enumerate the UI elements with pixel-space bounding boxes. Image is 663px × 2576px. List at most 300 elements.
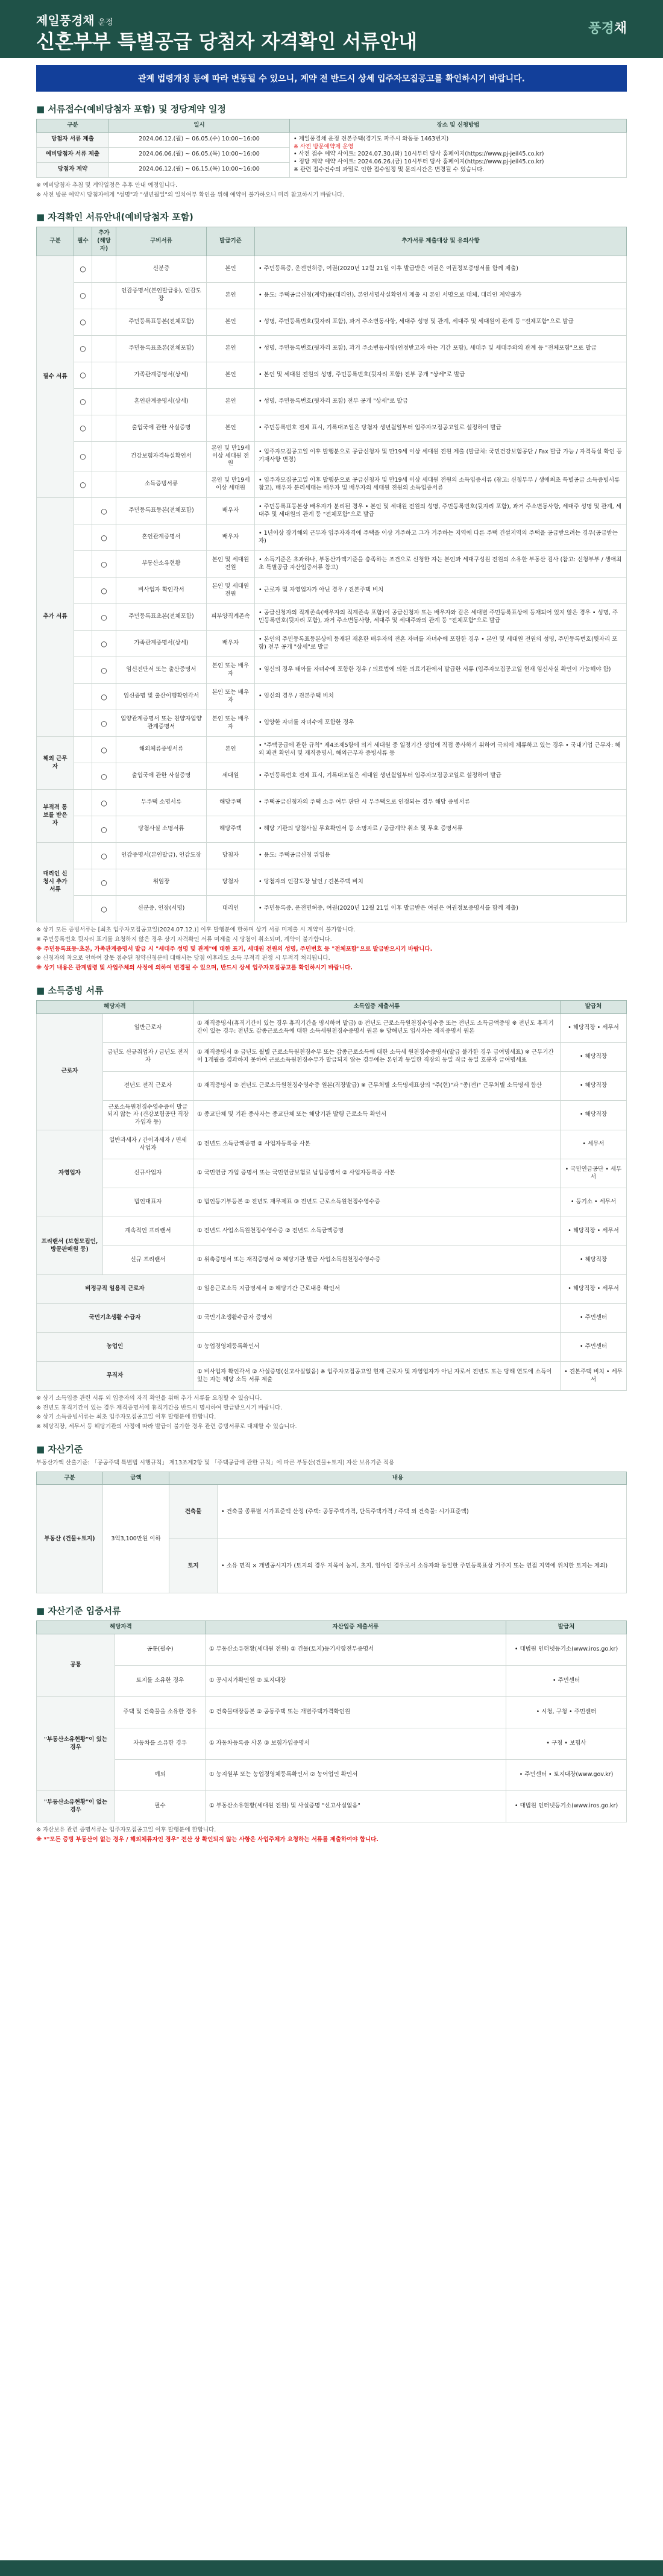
company-name [36, 11, 113, 28]
income-subcategory: 신규사업자 [103, 1159, 193, 1188]
income-issuer: • 등기소 • 세무서 [561, 1188, 627, 1217]
optional-mark: ○ [92, 816, 116, 843]
document-name: 임신증명 및 출산이행확인각서 [116, 684, 207, 710]
schedule-title: ■ 서류접수(예비당첨자 포함) 및 정당계약 일정 [36, 102, 627, 115]
table-row [37, 684, 627, 710]
income-issuer: • 국민연금공단 • 세무서 [561, 1159, 627, 1188]
income-issuer: • 견본주택 비치 • 세무서 [561, 1362, 627, 1391]
docs-title: ■ 자격확인 서류안내(예비당첨자 포함) [36, 210, 627, 223]
asset-docs-category: "부동산소유현황"이 없는 경우 [37, 1791, 115, 1822]
issuer-name: 대리인 [207, 896, 255, 922]
income-docs: ① 국민기초생활수급자 증명서 [193, 1304, 561, 1333]
asset-docs-title: ■ 자산기준 입증서류 [36, 1604, 627, 1617]
asset-intro: 부동산가액 산출기준: 「공공주택 특별법 시행규칙」 제13조제2항 및 「주택공급에 관한 규칙」에 따른 부동산(건물+토지) 자산 보유기준 적용 [36, 1459, 395, 1466]
asset-docs-subcategory: 필수 [115, 1791, 206, 1822]
asset-item-detail: • 소유 면적 × 개별공시지가 (토지의 경우 지목이 농지, 초지, 임야인 경우로서 소유자와 동일한 주민등록표상 거주지 또는 연접 지역에 위치한 토지는 제외) [218, 1539, 627, 1593]
schedule-notes [36, 181, 627, 200]
issuer-name: 배우자 [207, 524, 255, 551]
income-subcategory: 금년도 신규취업자 / 금년도 전직자 [103, 1042, 193, 1071]
asset-docs-category: 공통 [37, 1634, 115, 1697]
document-name: 신분증, 인장(서명) [116, 896, 207, 922]
asset-docs-list: ① 농지원부 또는 농업경영체등록확인서 ② 농어업인 확인서 [206, 1760, 506, 1791]
optional-mark: ○ [92, 578, 116, 604]
optional-mark [92, 335, 116, 362]
schedule-section [36, 102, 627, 200]
docs-header-group: 구분 [37, 227, 74, 256]
income-category: 자영업자 [37, 1130, 103, 1217]
table-row [37, 1634, 627, 1666]
document-desc: • 용도: 주택공급신청(계약)용(대리인), 본인서명사실확인서 제출 시 본인 서명으로 대체, 대리인 계약불가 [255, 282, 627, 309]
docs-header-required: 필수 [74, 227, 92, 256]
document-name: 입양관계증명서 또는 친양자입양관계증명서 [116, 710, 207, 737]
income-category: 무직자 [37, 1362, 193, 1391]
income-header-type: 해당자격 [37, 1000, 193, 1013]
required-mark [74, 790, 92, 816]
income-docs: ① 전년도 소득금액증명 ② 사업자등록증 사본 [193, 1130, 561, 1159]
document-desc: • 주민등록표등본상 배우자가 분리된 경우 • 본인 및 세대원 전원의 성명, 주민등록번호(뒷자리 포함), 과거 주소변동사항, 세대주 성명 및 관계, 세대주 및 세대원의 관계 등 "전체포함"으로 발급 [255, 498, 627, 524]
issuer-name: 본인 및 만19세 이상 세대원 [207, 471, 255, 498]
optional-mark: ○ [92, 843, 116, 869]
place-line: • 사전 접수 예약 사이트: 2024.07.30.(화) 10시부터 당사 홈페이지(https://www.pj-jeil45.co.kr) [294, 151, 544, 158]
docs-header-optional: 추가(해당자) [92, 227, 116, 256]
note-line: ※ 주민등록번호 뒷자리 표기를 요청하지 않은 경우 상기 자격확인 서류 미제출 시 당첨이 취소되며, 계약이 불가합니다. [36, 936, 332, 943]
docs-header-document: 구비서류 [116, 227, 207, 256]
issuer-name: 본인 [207, 335, 255, 362]
asset-docs-issuer: • 대법원 인터넷등기소(www.iros.go.kr) [506, 1634, 627, 1666]
document-name: 소득증빙서류 [116, 471, 207, 498]
document-desc: • 공급신청자의 직계존속(배우자의 직계존속 포함)이 공급신청자 또는 배우자와 같은 세대별 주민등록표상에 등재되어 있지 않은 경우 • 성명, 주민등록번호(뒷자리 포함), 과거 주소변동사항, 세대주 및 세대주와의 관계 등 "전체포함"으로 발급 [255, 604, 627, 631]
table-row [37, 1697, 627, 1728]
income-docs: ① 농업경영체등록확인서 [193, 1333, 561, 1362]
asset-docs-list: ① 부동산소유현황(세대원 전원) ② 건물(토지)등기사항전부증명서 [206, 1634, 506, 1666]
table-row [37, 869, 627, 896]
issuer-name: 본인 [207, 362, 255, 388]
asset-docs-table [36, 1620, 627, 1822]
document-desc: • "주택공급에 관한 규칙" 제4조제5항에 의거 세대원 중 일정기간 생업에 직접 종사하기 위하여 국외에 체류하고 있는 경우 • 국내기업 근무자: 해외 파견 확인서 및 재직증명서, 해외근무자 증빙서류 등 [255, 737, 627, 763]
issuer-name: 본인 및 만19세 이상 세대원 전원 [207, 441, 255, 471]
table-row [37, 1071, 627, 1100]
income-category: 국민기초생활 수급자 [37, 1304, 193, 1333]
optional-mark: ○ [92, 684, 116, 710]
table-row [37, 309, 627, 335]
required-mark [74, 524, 92, 551]
optional-mark [92, 282, 116, 309]
table-row [37, 578, 627, 604]
asset-docs-issuer: • 주민센터 • 토지대장(www.gov.kr) [506, 1760, 627, 1791]
table-row [37, 737, 627, 763]
required-mark [74, 843, 92, 869]
asset-title: ■ 자산기준 [36, 1443, 627, 1455]
asset-docs-issuer: • 구청 • 보험사 [506, 1728, 627, 1760]
document-desc: • 근로자 및 자영업자가 아닌 경우 / 견본주택 비치 [255, 578, 627, 604]
table-row [37, 1100, 627, 1130]
document-name: 혼인관계증명서 [116, 524, 207, 551]
table-row [37, 1130, 627, 1159]
required-mark [74, 737, 92, 763]
optional-mark: ○ [92, 631, 116, 657]
schedule-row-label: 당첨자 서류 제출 [37, 132, 109, 147]
table-row [37, 631, 627, 657]
document-desc: • 입주자모집공고일 이후 발행분으로 공급신청자 및 만19세 이상 세대원 전원 제출 (발급처: 국민건강보험공단 / Fax 발급 가능 / 자격득실 확인 등 기재사항 변경) [255, 441, 627, 471]
note-line: ※ 주민등록표등·초본, 가족관계증명서 발급 시 "세대주 성명 및 관계"에 대한 표기, 세대원 전원의 성명, 주민번호 등 "전체포함"으로 발급받으시기 바랍니다. [36, 945, 433, 953]
issuer-name: 피부양직계존속 [207, 604, 255, 631]
document-name: 무주택 소명서류 [116, 790, 207, 816]
asset-header-content: 내용 [169, 1472, 627, 1485]
asset-amount: 3억3,100만원 이하 [103, 1485, 169, 1593]
note-line: ※ 상기 모든 증빙서류는 [최초 입주자모집공고일(2024.07.12.)] 이후 발행분에 한하며 상기 서류 미제출 시 계약이 불가합니다. [36, 927, 356, 934]
page-header [0, 0, 663, 58]
required-mark [74, 763, 92, 790]
document-name: 임신진단서 또는 출산증명서 [116, 657, 207, 684]
table-row [37, 1728, 627, 1760]
asset-docs-header-issuer: 발급처 [506, 1621, 627, 1634]
table-row [37, 790, 627, 816]
income-issuer: • 해당직장 [561, 1100, 627, 1130]
income-issuer: • 주민센터 [561, 1304, 627, 1333]
asset-item-kind: 토지 [169, 1539, 218, 1593]
required-mark: ○ [74, 335, 92, 362]
table-row [37, 1666, 627, 1697]
schedule-header-date: 일시 [109, 119, 290, 133]
asset-docs-subcategory: 토지를 소유한 경우 [115, 1666, 206, 1697]
income-notes [36, 1394, 627, 1432]
docs-group-label: 부적격 통보를 받은 자 [37, 790, 74, 843]
schedule-row-date: 2024.06.12.(월) ~ 06.05.(수) 10:00~16:00 [109, 132, 290, 147]
issuer-name: 본인 [207, 309, 255, 335]
optional-mark [92, 256, 116, 282]
note-line: ※ 전년도 휴직기간이 있는 경우 재직증명서에 휴직기간을 반드시 명시하여 발급받으시기 바랍니다. [36, 1404, 283, 1411]
document-desc: • 소득기준은 초과하나, 부동산가액기준을 충족하는 조건으로 신청한 자는 본인과 세대구성원 전원의 소유한 부동산 검사 (참고: 신청부부 / 생애최초 특별공급 자산입증서류 참고) [255, 551, 627, 578]
asset-table [36, 1472, 627, 1594]
document-name: 인감증명서(본인발급용), 인감도장 [116, 282, 207, 309]
issuer-name: 당첨자 [207, 869, 255, 896]
asset-docs-list: ① 부동산소유현황(세대원 전원) 및 사실증명 "신고사실없음" [206, 1791, 506, 1822]
docs-group-label: 필수 서류 [37, 256, 74, 497]
table-row [37, 1275, 627, 1304]
income-issuer: • 해당직장 • 세무서 [561, 1013, 627, 1042]
issuer-name: 본인 [207, 388, 255, 415]
table-row [37, 335, 627, 362]
schedule-table [36, 119, 627, 178]
asset-docs-issuer: • 주민센터 [506, 1666, 627, 1697]
required-mark [74, 604, 92, 631]
note-line: ※ 상기 소득입증 관련 서류 외 입증자의 자격 확인을 위해 추가 서류를 요청할 수 있습니다. [36, 1395, 262, 1402]
issuer-name: 본인 또는 배우자 [207, 710, 255, 737]
asset-header-amount: 금액 [103, 1472, 169, 1485]
place-line: ※ 관련 접수건수의 과밀로 인한 접수일정 및 문의시간은 변경될 수 있습니다. [294, 166, 485, 174]
income-subcategory: 전년도 전직 근로자 [103, 1071, 193, 1100]
income-subcategory: 계속적인 프리랜서 [103, 1217, 193, 1246]
document-name: 건강보험자격득실확인서 [116, 441, 207, 471]
document-desc: • 해당 기관의 당첨사실 무효확인서 등 소명자료 / 공급계약 취소 및 무효 증명서류 [255, 816, 627, 843]
asset-docs-subcategory: 공통(필수) [115, 1634, 206, 1666]
table-row [37, 1760, 627, 1791]
schedule-header-type: 구분 [37, 119, 109, 133]
document-name: 출입국에 관한 사실증명 [116, 415, 207, 441]
income-issuer: • 주민센터 [561, 1333, 627, 1362]
footer-bar [0, 2560, 663, 2576]
optional-mark [92, 471, 116, 498]
required-mark: ○ [74, 388, 92, 415]
document-name: 가족관계증명서(상세) [116, 631, 207, 657]
optional-mark: ○ [92, 524, 116, 551]
asset-section [36, 1443, 627, 1594]
income-subcategory: 일반과세자 / 간이과세자 / 면세사업자 [103, 1130, 193, 1159]
asset-docs-header-docs: 자산입증 제출서류 [206, 1621, 506, 1634]
income-docs: ① 비사업자 확인각서 ② 사실증명(신고사실없음) ※ 입주자모집공고일 현재 근로자 및 자영업자가 아닌 자로서 전년도 또는 당해 연도에 소득이 있는 자는 해당 소득 서류 제출 [193, 1362, 561, 1391]
income-docs: ① 위촉증명서 또는 재직증명서 ② 해당기관 발급 사업소득원천징수영수증 [193, 1246, 561, 1275]
table-row [37, 362, 627, 388]
document-name: 당첨사실 소명서류 [116, 816, 207, 843]
document-desc: • 성명, 주민등록번호(뒷자리 포함), 과거 주소변동사항(인정받고자 하는 기간 포함), 세대주 및 세대주와의 관계 등 "전체포함"으로 발급 [255, 335, 627, 362]
required-mark: ○ [74, 256, 92, 282]
asset-docs-subcategory: 주택 및 건축물을 소유한 경우 [115, 1697, 206, 1728]
issuer-name: 본인 및 세대원 전원 [207, 551, 255, 578]
asset-docs-list: ① 공시지가확인원 ② 토지대장 [206, 1666, 506, 1697]
table-row [37, 132, 627, 147]
income-category: 프리랜서 (보험모집인, 방문판매원 등) [37, 1217, 103, 1275]
income-header-docs: 소득입증 제출서류 [193, 1000, 561, 1013]
issuer-name: 세대원 [207, 763, 255, 790]
schedule-row-date: 2024.06.12.(월) ~ 06.15.(목) 10:00~16:00 [109, 162, 290, 177]
income-section [36, 984, 627, 1432]
table-row [37, 415, 627, 441]
table-row [37, 441, 627, 471]
required-mark [74, 657, 92, 684]
income-docs: ① 국민연금 가입 증명서 또는 국민연금보험료 납입증명서 ② 사업자등록증 사본 [193, 1159, 561, 1188]
income-issuer: • 세무서 [561, 1130, 627, 1159]
income-issuer: • 해당직장 • 세무서 [561, 1217, 627, 1246]
document-name: 주민등록표초본(전체포함) [116, 335, 207, 362]
document-name: 인감증명서(본인발급), 인감도장 [116, 843, 207, 869]
table-row [37, 1246, 627, 1275]
docs-group-label: 대리인 신청시 추가서류 [37, 843, 74, 922]
optional-mark: ○ [92, 869, 116, 896]
income-issuer: • 해당직장 • 세무서 [561, 1275, 627, 1304]
income-subcategory: 법인대표자 [103, 1188, 193, 1217]
document-desc: • 성명, 주민등록번호(뒷자리 포함) 전부 공개 "상세"로 발급 [255, 388, 627, 415]
note-line: ※ *"모든 증빙 부동산이 없는 경우 / 해외체류자인 경우" 전산 상 확인되지 않는 사항은 사업주체가 요청하는 서류를 제출하여야 합니다. [36, 1836, 379, 1843]
document-name: 신분증 [116, 256, 207, 282]
income-title: ■ 소득증빙 서류 [36, 984, 627, 997]
table-row [37, 1013, 627, 1042]
issuer-name: 해당주택 [207, 790, 255, 816]
required-mark [74, 498, 92, 524]
document-name: 출입국에 관한 사실증명 [116, 763, 207, 790]
issuer-name: 본인 [207, 737, 255, 763]
optional-mark: ○ [92, 604, 116, 631]
income-docs: ① 재직증명서(휴직기간이 있는 경우 휴직기간을 명시하여 발급) ② 전년도 근로소득원천징수영수증 또는 전년도 소득금액증명 ※ 전년도 휴직기간이 있는 경우: 전년도 갑종근로소득에 대한 소득세원천징수증명서 원본 ※ 당해년도 입사자는 재직증명서 원본 [193, 1013, 561, 1042]
page-title: 신혼부부 특별공급 당첨자 자격확인 서류안내 [36, 30, 417, 53]
income-issuer: • 해당직장 [561, 1246, 627, 1275]
income-subcategory: 일반근로자 [103, 1013, 193, 1042]
optional-mark [92, 441, 116, 471]
pungkyungchae-logo-icon [588, 18, 627, 37]
table-row [37, 551, 627, 578]
place-line: • 정당 계약 예약 사이트: 2024.06.26.(금) 10시부터 당사 홈페이지(https://www.pj-jeil45.co.kr) [294, 159, 544, 166]
optional-mark [92, 388, 116, 415]
document-desc: • 성명, 주민등록번호(뒷자리 포함), 과거 주소변동사항, 세대주 성명 및 관계, 세대주 및 세대원이 관계 등 "전체포함"으로 발급 [255, 309, 627, 335]
document-name: 가족관계증명서(상세) [116, 362, 207, 388]
document-name: 주민등록표초본(전체포함) [116, 604, 207, 631]
required-mark [74, 710, 92, 737]
issuer-name: 배우자 [207, 631, 255, 657]
income-category: 근로자 [37, 1013, 103, 1130]
required-mark [74, 631, 92, 657]
document-name: 주민등록표등본(전체포함) [116, 498, 207, 524]
note-line: ※ 상기 소득증빙서류는 최초 입주자모집공고일 이후 발행분에 한합니다. [36, 1414, 216, 1421]
docs-table [36, 227, 627, 922]
table-row [37, 1304, 627, 1333]
asset-header-type: 구분 [37, 1472, 103, 1485]
optional-mark: ○ [92, 551, 116, 578]
required-mark [74, 551, 92, 578]
issuer-name: 당첨자 [207, 843, 255, 869]
notice-banner: 관계 법령개정 등에 따라 변동될 수 있으니, 계약 전 반드시 상세 입주자모집공고를 확인하시기 바랍니다. [36, 65, 627, 92]
table-row [37, 1188, 627, 1217]
issuer-name: 본인 또는 배우자 [207, 657, 255, 684]
table-row [37, 843, 627, 869]
document-desc: • 당첨자의 인감도장 날인 / 견본주택 비치 [255, 869, 627, 896]
table-row [37, 1217, 627, 1246]
optional-mark: ○ [92, 763, 116, 790]
income-docs: ① 재직증명서 ② 금년도 월별 근로소득원천징수부 또는 갑종근로소득에 대한 소득세 원천징수증명서(발급 불가한 경우 급여명세표) ※ 근무기간이 1개월을 경과하지 못하여 근로소득원천징수부가 발급되지 않는 경우에는 본인과 동일한 직장의 동일 직급 동일 호봉자 급여명세표 [193, 1042, 561, 1071]
document-desc: • 입주자모집공고일 이후 발행분으로 공급신청자 및 만19세 이상 세대원 전원의 소득입증서류 (참고: 신청부부 / 생애최초 특별공급 소득증빙서류 참고), 배우자 분리세대는 배우자 및 배우자의 세대원 전원의 소득입증서류 [255, 471, 627, 498]
income-subcategory: 근로소득원천징수영수증이 발급되지 않는 자 (건강보험공단 직장가입자 등) [103, 1100, 193, 1130]
note-line: ※ 신청자의 착오로 인하여 잘못 접수된 청약신청분에 대해서는 당첨 이후라도 소득 부적격 판정 시 부적격 처리됩니다. [36, 955, 330, 962]
asset-label: 부동산 (건물+토지) [37, 1485, 103, 1593]
table-row [37, 763, 627, 790]
issuer-name: 본인 [207, 256, 255, 282]
table-row [37, 388, 627, 415]
asset-docs-notes [36, 1826, 627, 1844]
income-table [36, 1000, 627, 1391]
document-name: 혼인관계증명서(상세) [116, 388, 207, 415]
income-issuer: • 해당직장 [561, 1042, 627, 1071]
place-line: ※ 사전 방문예약제 운영 [294, 143, 354, 150]
asset-docs-list: ① 자동차등록증 사본 ② 보험가입증명서 [206, 1728, 506, 1760]
asset-docs-list: ① 건축물대장등본 ② 공동주택 또는 개별주택가격확인원 [206, 1697, 506, 1728]
table-row [37, 1362, 627, 1391]
required-mark: ○ [74, 362, 92, 388]
table-row [37, 1485, 627, 1539]
asset-docs-subcategory: 예외 [115, 1760, 206, 1791]
income-docs: ① 일용근로소득 지급명세서 ② 해당기간 근로내용 확인서 [193, 1275, 561, 1304]
required-mark [74, 896, 92, 922]
docs-section [36, 210, 627, 972]
logo-text-a: 풍경 [588, 21, 614, 36]
optional-mark: ○ [92, 737, 116, 763]
asset-docs-section [36, 1604, 627, 1844]
document-desc: • 주택공급신청자의 주택 소유 여부 판단 시 무주택으로 인정되는 경우 해당 증빙서류 [255, 790, 627, 816]
optional-mark: ○ [92, 896, 116, 922]
note-line: ※ 예비당첨자 추첨 및 계약일정은 추후 안내 예정입니다. [36, 181, 178, 189]
schedule-row-label: 예비당첨자 서류 제출 [37, 147, 109, 162]
optional-mark: ○ [92, 498, 116, 524]
optional-mark [92, 309, 116, 335]
issuer-name: 본인 또는 배우자 [207, 684, 255, 710]
company-brand: 제일풍경채 [36, 13, 95, 28]
document-desc: • 본인의 주민등록표등본상에 등재된 재혼한 배우자의 전혼 자녀를 자녀수에 포함한 경우 • 본인 및 세대원 전원의 성명, 주민등록번호(뒷자리 포함) 전부 공개 "상세"로 발급 [255, 631, 627, 657]
required-mark: ○ [74, 415, 92, 441]
document-desc: • 임신의 경우 태아를 자녀수에 포함한 경우 / 의료법에 의한 의료기관에서 발급한 서류 (입주자모집공고일 현재 임신사실 확인이 가능해야 함) [255, 657, 627, 684]
asset-item-kind: 건축물 [169, 1485, 218, 1539]
income-docs: ① 재직증명서 ② 전년도 근로소득원천징수영수증 원본(직장발급) ※ 근무처별 소득명세표상의 "주(현)"과 "종(전)" 근무처별 소득명세 합산 [193, 1071, 561, 1100]
income-docs: ① 종교단체 및 기관 종사자는 종교단체 또는 해당기관 발행 근로소득 확인서 [193, 1100, 561, 1130]
document-desc: • 주민등록번호 전체 표시, 기록대조일은 세대원 생년월일부터 입주자모집공고일로 설정하여 발급 [255, 763, 627, 790]
logo-text-b: 채 [614, 21, 627, 36]
document-name: 주민등록표등본(전체포함) [116, 309, 207, 335]
document-name: 부동산소유현황 [116, 551, 207, 578]
table-row [37, 471, 627, 498]
table-row [37, 604, 627, 631]
docs-group-label: 추가 서류 [37, 498, 74, 737]
income-header-issuer: 발급처 [561, 1000, 627, 1013]
optional-mark [92, 415, 116, 441]
table-row [37, 524, 627, 551]
place-line: • 제일풍경채 운정 견본주택(경기도 파주시 와동동 1463번지) [294, 135, 449, 142]
table-row [37, 1791, 627, 1822]
required-mark [74, 578, 92, 604]
asset-docs-category: "부동산소유현황"이 있는 경우 [37, 1697, 115, 1791]
asset-docs-subcategory: 자동차를 소유한 경우 [115, 1728, 206, 1760]
optional-mark: ○ [92, 790, 116, 816]
required-mark: ○ [74, 309, 92, 335]
schedule-place-cell [290, 132, 627, 177]
table-row [37, 256, 627, 282]
document-desc: • 1년이상 장기해외 근무자 입주자자격에 주택을 이상 거주하고 그가 거주하는 지역에 다른 주택 건설지역의 주택을 공급받으려는 경우(공급받는 자) [255, 524, 627, 551]
table-row [37, 710, 627, 737]
income-docs: ① 전년도 사업소득원천징수영수증 ② 전년도 소득금액증명 [193, 1217, 561, 1246]
docs-group-label: 해외 근무자 [37, 737, 74, 790]
asset-docs-issuer: • 대법원 인터넷등기소(www.iros.go.kr) [506, 1791, 627, 1822]
asset-docs-issuer: • 시청, 구청 • 주민센터 [506, 1697, 627, 1728]
docs-notes [36, 926, 627, 973]
asset-item-detail: • 건축물 종류별 시가표준액 산정 (주택: 공동주택가격, 단독주택가격 / 주택 외 건축물: 시가표준액) [218, 1485, 627, 1539]
schedule-header-place: 장소 및 신청방법 [290, 119, 627, 133]
table-row [37, 896, 627, 922]
table-row [37, 498, 627, 524]
income-category: 농업인 [37, 1333, 193, 1362]
table-row [37, 1333, 627, 1362]
issuer-name: 해당주택 [207, 816, 255, 843]
issuer-name: 본인 및 세대원 전원 [207, 578, 255, 604]
required-mark [74, 869, 92, 896]
document-name: 해외체류증빙서류 [116, 737, 207, 763]
docs-header-desc: 추가서류 제출대상 및 유의사항 [255, 227, 627, 256]
issuer-name: 본인 [207, 282, 255, 309]
income-category: 비정규직 일용직 근로자 [37, 1275, 193, 1304]
note-line: ※ 사전 방문 예약시 당첨자에게 "성명"과 "생년월일"의 일치여부 확인을 위해 예약이 불가하오니 미리 참고하시기 바랍니다. [36, 191, 345, 198]
optional-mark: ○ [92, 710, 116, 737]
schedule-row-label: 당첨자 계약 [37, 162, 109, 177]
required-mark: ○ [74, 282, 92, 309]
document-desc: • 주민등록증, 운전면허증, 여권(2020년 12월 21일 이후 발급받은 여권은 여권정보증명서를 함께 제출) [255, 896, 627, 922]
issuer-name: 배우자 [207, 498, 255, 524]
note-line: ※ 상기 내용은 관계법령 및 사업주체의 사정에 의하여 변경될 수 있으며, 반드시 상세 입주자모집공고를 확인하시기 바랍니다. [36, 965, 353, 972]
table-row [37, 657, 627, 684]
document-name: 비사업자 확인각서 [116, 578, 207, 604]
docs-header-issuer: 발급기준 [207, 227, 255, 256]
asset-docs-header-type: 해당자격 [37, 1621, 206, 1634]
note-line: ※ 해당직장, 세무서 등 해당기관의 사정에 따라 발급이 불가한 경우 관련 증빙서류로 대체할 수 있습니다. [36, 1423, 297, 1431]
income-docs: ① 법인등기부등본 ② 전년도 재무제표 ③ 전년도 근로소득원천징수영수증 [193, 1188, 561, 1217]
table-row [37, 1159, 627, 1188]
note-line: ※ 자산보유 관련 증명서류는 입주자모집공고일 이후 발행분에 한합니다. [36, 1827, 216, 1834]
income-subcategory: 신규 프리랜서 [103, 1246, 193, 1275]
schedule-row-date: 2024.06.06.(월) ~ 06.05.(목) 10:00~16:00 [109, 147, 290, 162]
document-desc: • 본인 및 세대원 전원의 성명, 주민등록번호(뒷자리 포함) 전부 공개 "상세"로 발급 [255, 362, 627, 388]
